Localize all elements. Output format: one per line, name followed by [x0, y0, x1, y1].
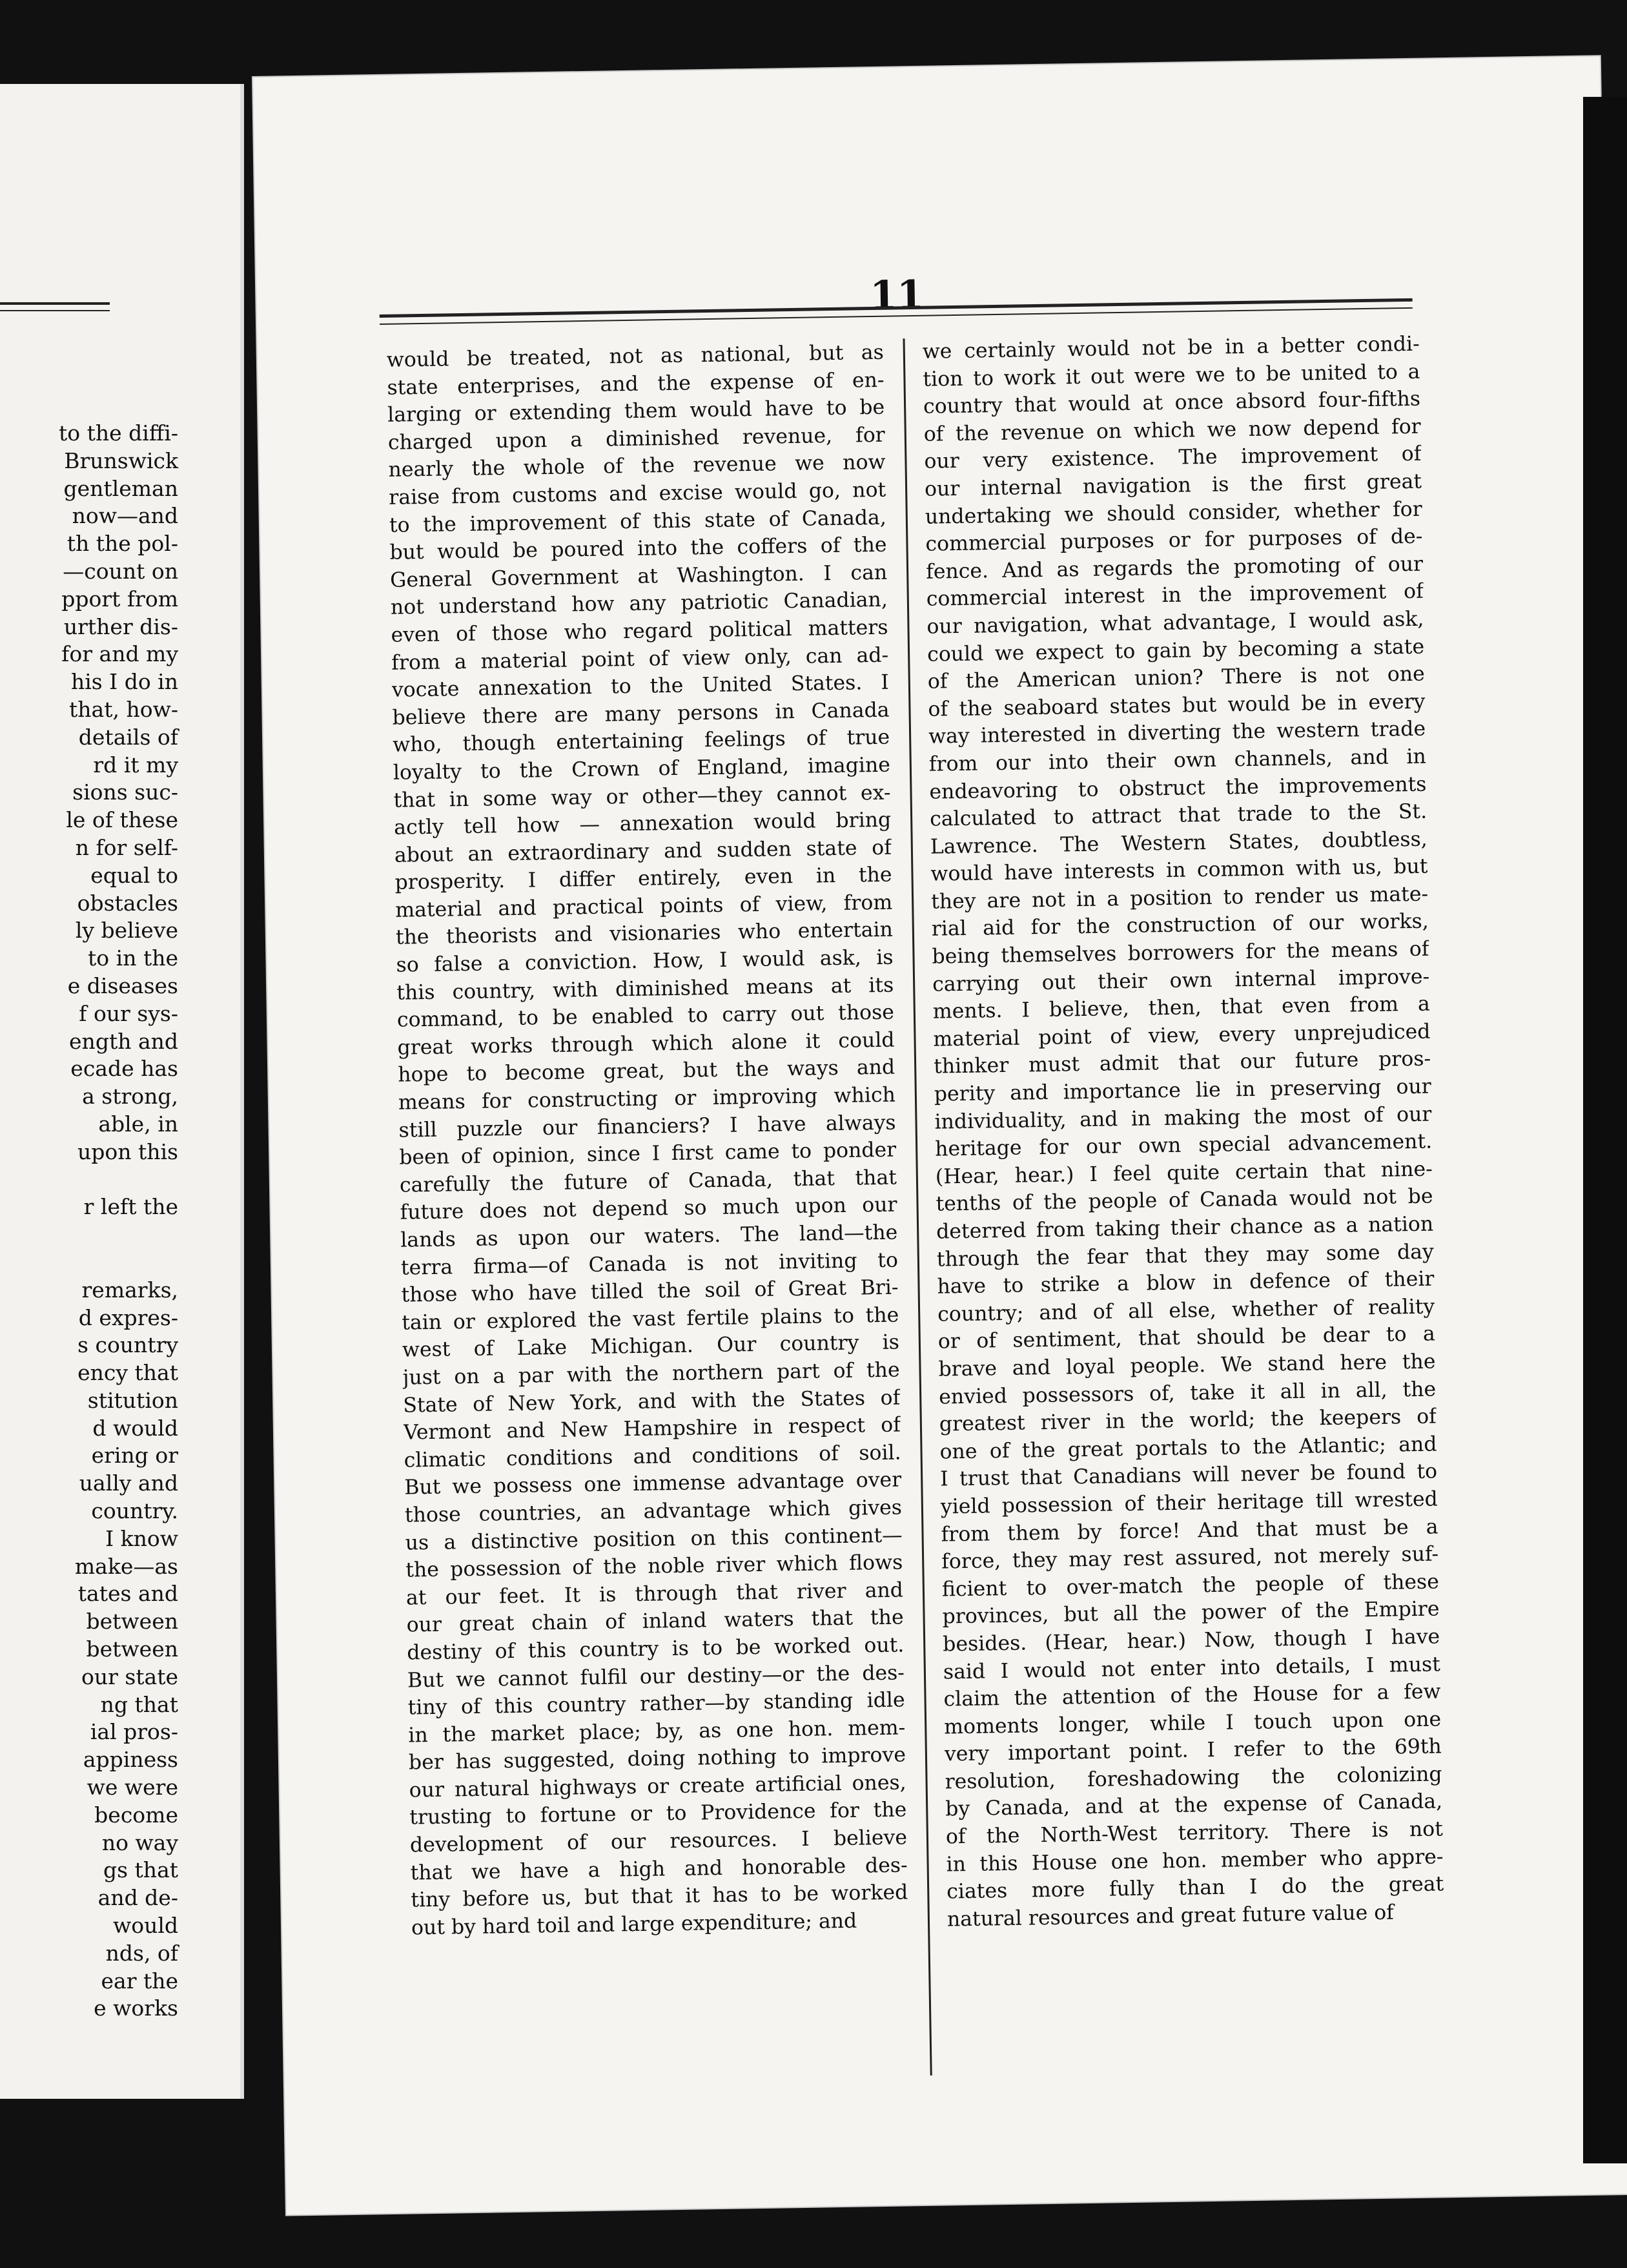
text-line: even of those who regard political matters: [391, 615, 888, 647]
text-line: n for self-: [75, 834, 178, 860]
text-line: just on a par with the northern part of the: [402, 1358, 900, 1390]
text-line: us a distinctive position on this continent—: [405, 1523, 903, 1555]
text-line: of the American union? There is not one: [927, 662, 1426, 694]
text-line: would have interests in common with us, but: [930, 854, 1428, 886]
text-line: way interested in diverting the western trade: [928, 717, 1426, 749]
text-line: carefully the future of Canada, that that: [399, 1166, 897, 1197]
text-line: and de-: [97, 1885, 178, 1911]
text-line: fence. And as regards the promoting of our: [925, 552, 1424, 584]
text-line: tiny of this country rather—by standing idle: [407, 1688, 905, 1720]
text-line: r left the: [83, 1194, 178, 1220]
text-line: command, to be enabled to carry out those: [396, 1000, 895, 1032]
text-line: of the North-West territory. There is not: [945, 1817, 1444, 1849]
scan-border: [1583, 97, 1627, 2163]
text-line: become: [94, 1802, 178, 1828]
text-line: would: [112, 1913, 178, 1939]
text-line: been of opinion, since I first came to ponder: [399, 1138, 897, 1170]
text-line: material point of view, every unprejudiced: [933, 1020, 1431, 1051]
text-line: Brunswick: [64, 448, 178, 473]
text-column-left: [387, 339, 909, 1942]
text-line: heritage for our own special advancement.: [934, 1129, 1433, 1161]
text-line: would be treated, not as national, but as: [386, 340, 885, 372]
text-line: they are not in a position to render us mate-: [930, 882, 1429, 914]
text-line: raise from customs and excise would go, not: [388, 478, 886, 510]
text-line: ments. I believe, then, that even from a: [932, 992, 1431, 1024]
left-page-rule: [0, 302, 110, 305]
text-line: ng that: [100, 1691, 178, 1717]
text-line: from a material point of view only, can ad-: [391, 643, 889, 675]
text-line: lands as upon our waters. The land—the: [400, 1221, 898, 1252]
text-line: vocate annexation to the United States. I: [391, 670, 890, 702]
text-line: at our feet. It is through that river and: [405, 1578, 904, 1610]
text-line: so false a conviction. How, I would ask, is: [396, 945, 894, 977]
text-line: being themselves borrowers for the means of: [932, 937, 1429, 969]
text-line: to the improvement of this state of Canada,: [389, 506, 887, 537]
text-line: from them by force! And that must be a: [941, 1514, 1438, 1547]
text-line: resolution, foreshadowing the colonizing: [945, 1762, 1442, 1794]
text-line: natural resources and great future value of: [947, 1901, 1395, 1932]
text-line: ly believe: [75, 918, 178, 943]
text-line: our very existence. The improvement of: [924, 442, 1422, 474]
text-line: State of New York, and with the States of: [403, 1386, 901, 1418]
text-line: moments longer, while I touch upon one: [943, 1707, 1442, 1739]
text-line: to the diffi-: [59, 420, 178, 446]
text-line: endeavoring to obstruct the improvements: [929, 772, 1427, 804]
text-line: could we expect to gain by becoming a state: [926, 635, 1425, 666]
text-line: [0, 1166, 240, 1194]
text-line: state enterprises, and the expense of en-: [387, 368, 885, 400]
text-line: undertaking we should consider, whether for: [925, 497, 1423, 529]
text-line: make—as: [74, 1553, 178, 1579]
text-line: ial pros-: [90, 1719, 178, 1745]
text-line: of the seaboard states but would be in every: [928, 690, 1426, 721]
text-line: deterred from taking their chance as a nation: [936, 1212, 1434, 1244]
text-line: ency that: [77, 1360, 178, 1386]
text-line: those who have tilled the soil of Great Bri-: [401, 1275, 899, 1307]
text-line: of the revenue on which we now depend for: [923, 415, 1421, 446]
text-line: able, in: [98, 1111, 178, 1137]
previous-page-text: [0, 420, 240, 2023]
text-line: le of these: [66, 807, 178, 833]
text-line: tain or explored the vast fertile plains to the: [402, 1303, 899, 1335]
text-line: we certainly would not be in a better condi-: [922, 332, 1420, 364]
text-line: —count on: [63, 558, 178, 584]
text-line: [0, 1249, 240, 1277]
text-line: ually and: [79, 1470, 178, 1496]
page-number: 11: [869, 272, 925, 319]
text-line: upon this: [77, 1139, 178, 1164]
text-line: gentleman: [63, 475, 178, 501]
text-line: terra firma—of Canada is not inviting to: [400, 1248, 899, 1280]
left-page-rule-thin: [0, 310, 110, 311]
text-line: ecade has: [70, 1056, 178, 1082]
text-line: still puzzle our financiers? I have always: [398, 1111, 896, 1142]
text-line: f our sys-: [79, 1000, 178, 1026]
document-page: [253, 56, 1627, 2214]
text-line: remarks,: [81, 1277, 178, 1303]
text-line: in the market place; by, as one hon. mem-: [408, 1716, 906, 1747]
text-line: west of Lake Michigan. Our country is: [402, 1330, 900, 1362]
text-line: nearly the whole of the revenue we now: [388, 451, 886, 482]
text-line: in this House one hon. member who appre-: [946, 1845, 1444, 1877]
text-line: nds, of: [105, 1940, 178, 1966]
text-line: calculated to attract that trade to the St.: [929, 799, 1427, 831]
text-line: But we cannot fulfil our destiny—or the des-: [407, 1660, 905, 1693]
text-line: ber has suggested, doing nothing to improve: [408, 1743, 906, 1775]
text-line: now—and: [72, 503, 178, 529]
text-line: this country, with diminished means at its: [396, 973, 894, 1005]
text-line: stitution: [87, 1387, 178, 1413]
text-line: ciates more fully than I do the great: [946, 1872, 1444, 1904]
text-line: our natural highways or create artificial ones,: [409, 1771, 906, 1802]
text-line: have to strike a blow in defence of their: [937, 1267, 1435, 1299]
text-line: destiny of this country is to be worked out.: [407, 1633, 905, 1665]
text-line: I know: [105, 1525, 178, 1551]
text-line: hope to become great, but the ways and: [398, 1056, 895, 1088]
text-line: appiness: [83, 1747, 178, 1773]
text-line: ength and: [69, 1028, 178, 1054]
text-line: obstacles: [77, 890, 178, 916]
text-line: sions suc-: [72, 779, 178, 805]
text-line: between: [86, 1636, 178, 1662]
text-line: ering or: [91, 1443, 178, 1469]
text-line: I trust that Canadians will never be found to: [939, 1459, 1438, 1491]
text-line: force, they may rest assured, not merely suf-: [941, 1542, 1439, 1574]
text-line: provinces, but all the power of the Empire: [942, 1597, 1440, 1629]
text-line: not understand how any patriotic Canadian,: [390, 588, 888, 620]
text-line: country.: [91, 1498, 178, 1524]
text-line: those countries, an advantage which gives: [404, 1496, 903, 1527]
text-line: [0, 1221, 240, 1249]
text-line: that, how-: [69, 696, 178, 722]
text-line: claim the attention of the House for a few: [943, 1680, 1441, 1711]
previous-page-fragment: [0, 84, 244, 2099]
text-line: a strong,: [82, 1084, 178, 1109]
text-line: through the fear that they may some day: [936, 1240, 1435, 1272]
text-line: that we have a high and honorable des-: [410, 1853, 908, 1885]
text-line: country that would at once absord four-fifths: [923, 387, 1421, 418]
text-line: out by hard toil and large expenditure; and: [411, 1909, 857, 1940]
text-line: our internal navigation is the first great: [924, 469, 1422, 501]
text-line: th the pol-: [67, 531, 178, 557]
text-line: e works: [94, 1995, 178, 2021]
text-line: individuality, and in making the most of our: [934, 1102, 1432, 1134]
text-line: development of our resources. I believe: [409, 1826, 908, 1857]
text-line: s country: [77, 1332, 178, 1358]
text-line: ear the: [101, 1968, 178, 1994]
text-line: one of the great portals to the Atlantic; and: [939, 1432, 1437, 1464]
text-line: equal to: [90, 862, 178, 888]
text-columns: [386, 331, 1444, 2103]
text-line: yield possession of their heritage till wrested: [940, 1487, 1438, 1519]
text-line: by Canada, and at the expense of Canada,: [945, 1789, 1443, 1821]
text-column-right: [922, 331, 1444, 1933]
text-line: ficient to over-match the people of these: [941, 1570, 1440, 1602]
text-line: tates and: [77, 1581, 178, 1607]
text-line: charged upon a diminished revenue, for: [387, 423, 886, 455]
text-line: perity and importance lie in preserving our: [934, 1075, 1432, 1106]
text-line: tion to work it out were we to be united to a: [923, 360, 1420, 391]
text-line: our navigation, what advantage, I would ask,: [926, 607, 1424, 639]
text-line: no way: [101, 1830, 178, 1855]
text-line: But we possess one immense advantage over: [404, 1468, 902, 1500]
text-line: urther dis-: [63, 613, 178, 639]
text-line: actly tell how — annexation would bring: [393, 808, 892, 840]
text-line: pport from: [61, 586, 178, 612]
text-line: said I would not enter into details, I must: [943, 1652, 1441, 1684]
text-line: details of: [78, 724, 178, 750]
text-line: General Government at Washington. I can: [389, 561, 888, 592]
text-line: very important point. I refer to the 69th: [944, 1735, 1442, 1766]
text-line: between: [86, 1609, 178, 1634]
text-line: d would: [92, 1415, 178, 1441]
text-line: the possession of the noble river which flows: [405, 1551, 903, 1582]
text-line: that in some way or other—they cannot ex-: [393, 781, 891, 812]
text-line: but would be poured into the coffers of the: [389, 533, 887, 564]
text-line: rial aid for the construction of our works,: [931, 910, 1429, 942]
text-line: besides. (Hear, hear.) Now, though I have: [942, 1625, 1440, 1656]
text-line: country; and of all else, whether of reality: [937, 1295, 1435, 1326]
text-line: envied possessors of, take it all in all, the: [938, 1377, 1437, 1409]
text-line: Vermont and New Hampshire in respect of: [403, 1413, 901, 1445]
text-line: tenths of the people of Canada would not be: [936, 1184, 1433, 1217]
text-line: or of sentiment, that should be dear to a: [937, 1322, 1436, 1354]
text-line: our state: [81, 1664, 178, 1689]
text-line: future does not depend so much upon our: [400, 1193, 897, 1225]
text-line: d expres-: [78, 1304, 178, 1330]
text-line: larging or extending them would have to be: [387, 395, 885, 427]
text-line: our great chain of inland waters that the: [406, 1605, 904, 1637]
text-line: about an extraordinary and sudden state of: [394, 836, 892, 867]
text-line: climatic conditions and conditions of soil.: [404, 1441, 901, 1472]
text-line: loyalty to the Crown of England, imagine: [393, 753, 891, 785]
text-line: (Hear, hear.) I feel quite certain that nine-: [935, 1157, 1433, 1189]
text-line: greatest river in the world; the keepers of: [939, 1405, 1437, 1436]
text-line: to in the: [88, 945, 178, 971]
text-line: carrying out their own internal improve-: [932, 965, 1430, 996]
text-line: thinker must admit that our future pros-: [933, 1047, 1431, 1079]
text-line: we were: [87, 1775, 178, 1800]
text-line: commercial purposes or for purposes of de-: [925, 524, 1423, 556]
text-line: Lawrence. The Western States, doubtless,: [930, 827, 1428, 859]
text-line: commercial interest in the improvement of: [926, 579, 1424, 612]
text-line: e diseases: [67, 973, 178, 998]
text-line: trusting to fortune or to Providence for the: [409, 1798, 907, 1830]
text-line: for and my: [61, 641, 178, 667]
text-line: prosperity. I differ entirely, even in the: [394, 863, 892, 894]
text-line: gs that: [103, 1857, 178, 1883]
text-line: brave and loyal people. We stand here the: [938, 1350, 1436, 1381]
text-line: material and practical points of view, from: [395, 891, 893, 922]
text-line: great works through which alone it could: [397, 1028, 895, 1060]
text-line: who, though entertaining feelings of true: [392, 725, 890, 758]
text-line: from our into their own channels, and in: [928, 745, 1427, 776]
text-line: tiny before us, but that it has to be worked: [411, 1881, 908, 1912]
text-line: means for constructing or improving which: [398, 1083, 896, 1115]
text-line: believe there are many persons in Canada: [392, 698, 890, 730]
text-line: his I do in: [70, 669, 178, 695]
text-line: the theorists and visionaries who entertain: [395, 918, 894, 950]
text-line: rd it my: [93, 752, 178, 778]
